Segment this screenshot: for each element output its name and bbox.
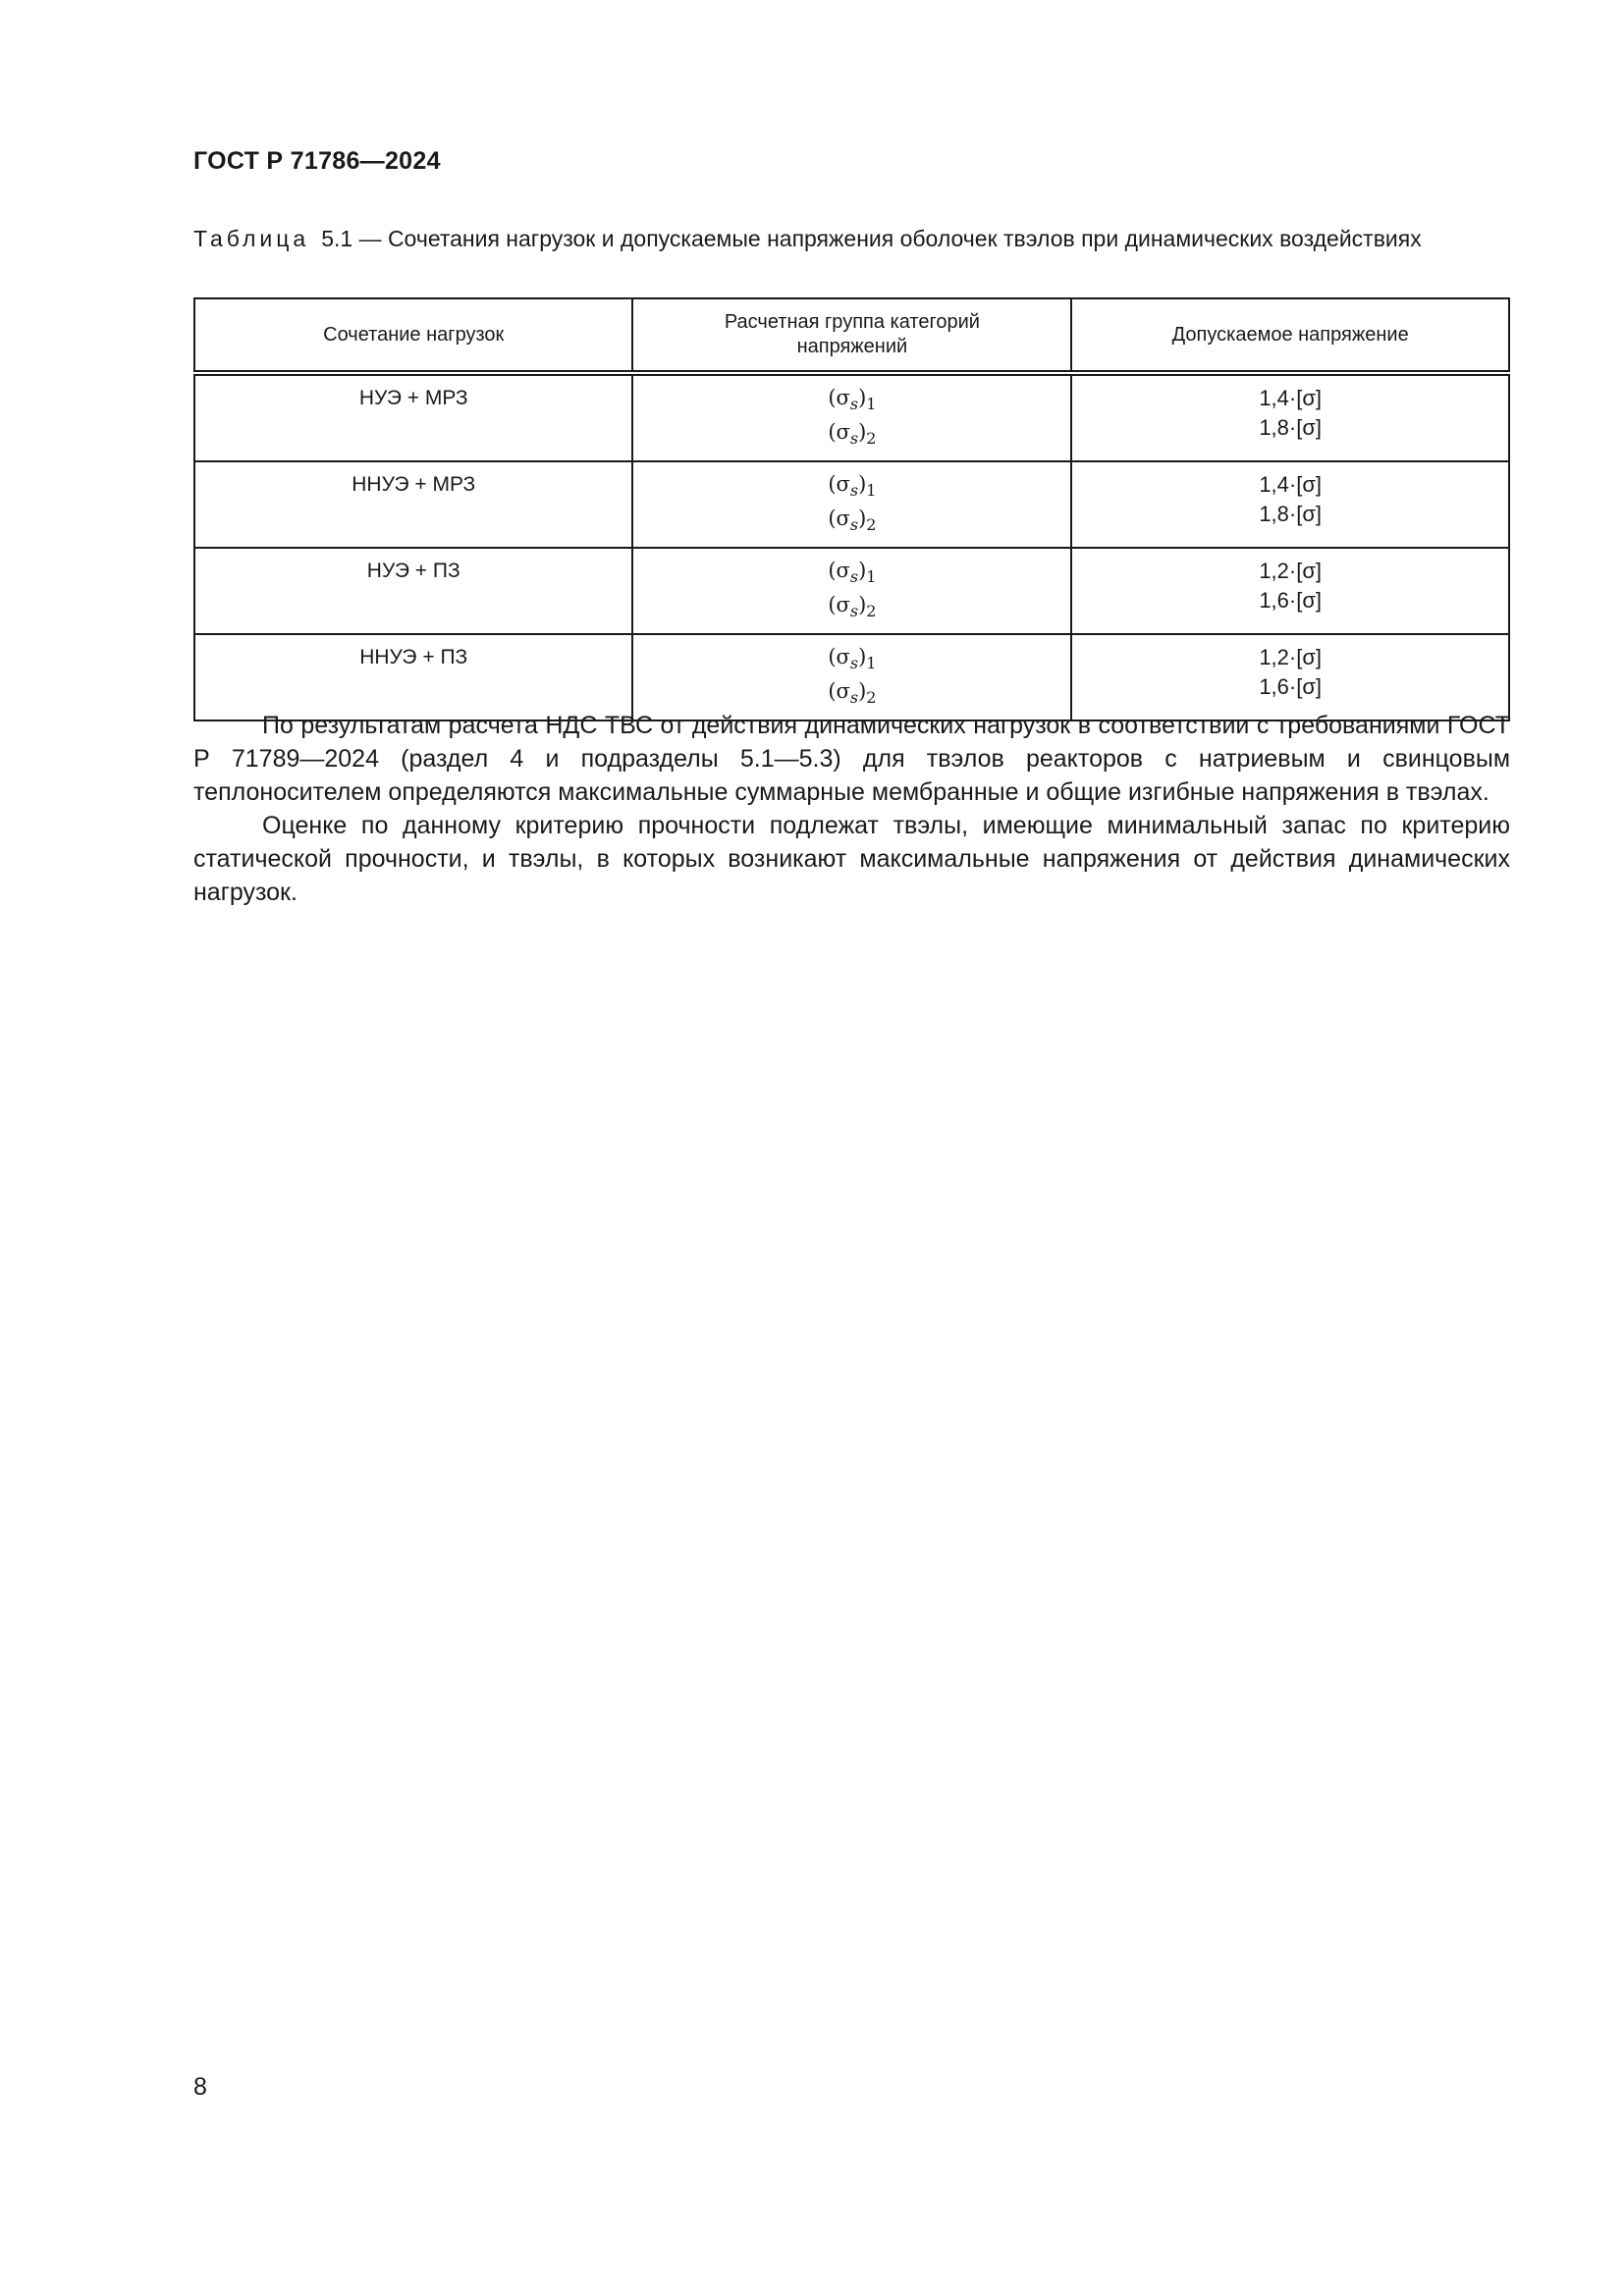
allowable-stress-cell xyxy=(1071,548,1509,634)
load-combination-cell: НУЭ + ПЗ xyxy=(194,548,632,634)
table-header-row xyxy=(194,298,1509,373)
stress-group-cell xyxy=(632,461,1071,548)
table-caption xyxy=(193,226,1519,252)
load-combination-cell: ННУЭ + МРЗ xyxy=(194,461,632,548)
allowable-stress-value: 1,8·[σ] xyxy=(1259,502,1323,526)
allowable-stress-value: 1,4·[σ] xyxy=(1259,472,1323,497)
allowable-stress-value: 1,6·[σ] xyxy=(1259,674,1323,699)
table-row xyxy=(194,461,1509,548)
stress-group-value: $(\sigma_s)_1$ xyxy=(828,472,877,501)
stress-group-value: $(\sigma_s)_2$ xyxy=(828,507,877,535)
load-combination-cell: НУЭ + МРЗ xyxy=(194,373,632,461)
header-load-combination: Сочетание нагрузок xyxy=(194,298,632,373)
stress-group-value: $(\sigma_s)_1$ xyxy=(828,559,877,587)
header-allowable-stress: Допускаемое напряжение xyxy=(1071,298,1509,373)
document-header: ГОСТ Р 71786—2024 xyxy=(193,147,441,175)
allowable-stress-value: 1,8·[σ] xyxy=(1259,415,1323,440)
table-caption-text: 5.1 — Сочетания нагрузок и допускаемые напряжения оболочек твэлов при динамических воздействиях xyxy=(321,226,1422,251)
stress-group-value: $(\sigma_s)_1$ xyxy=(828,645,877,673)
page-number: 8 xyxy=(193,2073,207,2101)
stress-table xyxy=(193,297,1510,721)
stress-group-cell xyxy=(632,634,1071,721)
allowable-stress-value: 1,2·[σ] xyxy=(1259,559,1323,583)
body-text xyxy=(193,709,1510,909)
allowable-stress-cell xyxy=(1071,461,1509,548)
allowable-stress-cell xyxy=(1071,373,1509,461)
allowable-stress-value: 1,2·[σ] xyxy=(1259,645,1323,669)
stress-group-value: $(\sigma_s)_2$ xyxy=(828,420,877,449)
table-caption-label: Таблица xyxy=(193,226,310,251)
allowable-stress-value: 1,6·[σ] xyxy=(1259,588,1323,613)
stress-group-cell xyxy=(632,548,1071,634)
paragraph: По результатам расчета НДС ТВС от действия динамических нагрузок в соответствии с требованиями ГОСТ Р 71789—2024 (раздел 4 и подразделы 5.1—5.3) для твэлов реакторов с натриевым и свинцовым теплоносителем определяются максимальные суммарные мембранные и общие изгибные напряжения в твэлах. xyxy=(193,712,1510,806)
table-row xyxy=(194,548,1509,634)
stress-group-value: $(\sigma_s)_1$ xyxy=(828,386,877,414)
table-row xyxy=(194,634,1509,721)
allowable-stress-cell xyxy=(1071,634,1509,721)
allowable-stress-value: 1,4·[σ] xyxy=(1259,386,1323,410)
stress-group-value: $(\sigma_s)_2$ xyxy=(828,679,877,708)
paragraph: Оценке по данному критерию прочности подлежат твэлы, имеющие минимальный запас по критерию статической прочности, и твэлы, в которых возникают максимальные напряжения от действия динамических нагрузок. xyxy=(193,812,1510,906)
header-stress-group: Расчетная группа категорий напряжений xyxy=(632,298,1071,373)
stress-group-value: $(\sigma_s)_2$ xyxy=(828,593,877,621)
stress-group-cell xyxy=(632,373,1071,461)
load-combination-cell: ННУЭ + ПЗ xyxy=(194,634,632,721)
table-row xyxy=(194,373,1509,461)
